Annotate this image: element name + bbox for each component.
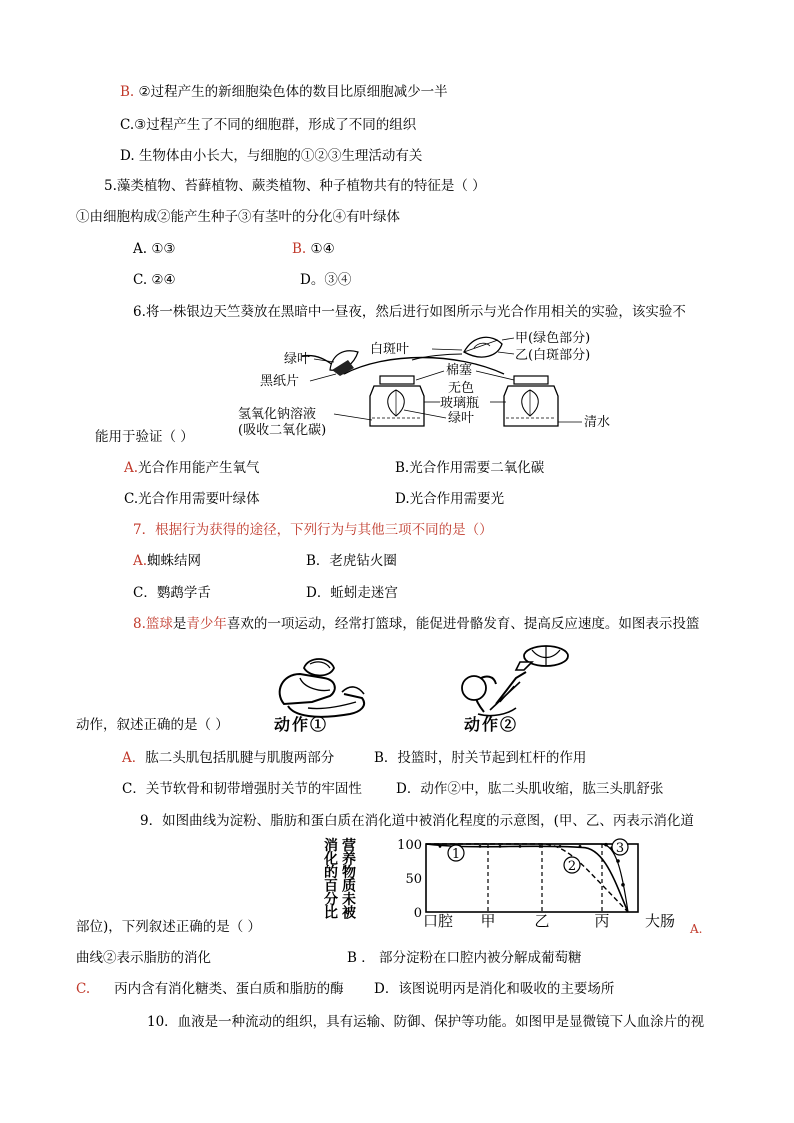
fig-label-lvye-left: 绿叶 xyxy=(284,352,311,367)
chart-ytick-label: 50 xyxy=(405,872,422,887)
q10-stem: 10．血液是一种流动的组织，具有运输、防御、保护等功能。如图甲是显微镜下人血涂片的视 xyxy=(147,1014,705,1030)
q8-stem-cont: 动作，叙述正确的是（ ） xyxy=(76,717,229,733)
q9-option-c-letter: C. xyxy=(76,981,91,997)
fig-label-wuse: 无色 xyxy=(448,381,475,396)
chart-series-point xyxy=(621,883,625,887)
arm-action-2 xyxy=(462,646,568,734)
q6-option-a xyxy=(124,459,260,477)
chart-ylabel-main xyxy=(323,837,338,922)
q9-stem-cont: 部位)，下列叙述正确的是（ ） xyxy=(76,919,262,935)
jar-right-stopper xyxy=(514,376,548,384)
q9-option-d: D．该图说明丙是消化和吸收的主要场所 xyxy=(374,981,615,997)
q6-option-b: B.光合作用需要二氧化碳 xyxy=(395,460,545,476)
q6-option-d: D.光合作用需要光 xyxy=(395,491,505,507)
chart-ylabel-secondary xyxy=(342,837,357,922)
chart-ylabel-char: 百 xyxy=(324,878,338,895)
q8-option-a xyxy=(122,749,334,767)
jar-left-stopper xyxy=(380,376,414,384)
q8-option-a-letter: A． xyxy=(122,750,146,766)
q7-option-a xyxy=(133,552,201,570)
chart-ytick-label: 0 xyxy=(413,906,422,921)
q9-option-a-letter: A. xyxy=(690,922,703,936)
chart-series-label: 2 xyxy=(567,859,577,874)
chart-series-point xyxy=(604,843,608,847)
q5-stem: 5.藻类植物、苔藓植物、蕨类植物、种子植物共有的特征是（ ） xyxy=(104,178,486,194)
q7-option-a-letter: A. xyxy=(133,553,148,569)
chart-ylabel2-char: 营 xyxy=(342,838,356,854)
fig-label-baiban: 白斑叶 xyxy=(370,342,410,357)
chart-ylabel2-char: 物 xyxy=(342,865,356,881)
chart-series-label: 3 xyxy=(615,841,625,856)
q5-option-d: D。③④ xyxy=(300,272,352,288)
q4-option-b xyxy=(120,83,448,101)
q8-option-a-text: 肱二头肌包括肌腱与肌腹两部分 xyxy=(145,750,335,766)
chart-ytick-label: 100 xyxy=(397,838,422,853)
chart-series-point xyxy=(539,845,542,848)
chart-xticks xyxy=(423,912,675,928)
q7-stem: 7．根据行为获得的途径，下列行为与其他三项不同的是（） xyxy=(133,522,493,538)
fig-label-heizhi: 黑纸片 xyxy=(260,374,300,389)
chart-ylabel-char: 的 xyxy=(324,865,338,881)
q8-stem-b: 喜欢的一项运动，经常打篮球，能促进骨骼发育、提高反应速度。如图表示投篮 xyxy=(226,616,700,632)
chart-yticks xyxy=(397,838,422,921)
chart-series-point xyxy=(499,845,502,848)
q8-option-d: D．动作②中，肱二头肌收缩，肱三头肌舒张 xyxy=(396,781,664,797)
q4-option-b-text: ②过程产生的新细胞染色体的数目比原细胞减少一半 xyxy=(138,84,448,100)
fig-label-action-2: 动作② xyxy=(464,715,519,734)
q7-option-c: C．鹦鹉学舌 xyxy=(133,585,211,601)
q6-option-a-text: 光合作用能产生氧气 xyxy=(138,460,260,476)
chart-xtick-label: 口腔 xyxy=(422,912,454,928)
chart-series-label: 1 xyxy=(451,847,461,862)
q8-num: 8.篮球 xyxy=(133,616,173,632)
q9-stem: 9．如图曲线为淀粉、脂肪和蛋白质在消化道中被消化程度的示意图，(甲、乙、丙表示消化道 xyxy=(140,813,694,829)
chart-ylabel-char: 比 xyxy=(324,905,338,922)
chart-ylabel-char: 消 xyxy=(324,838,338,854)
chart-series-point xyxy=(439,845,442,848)
q9-option-c-text: 丙内含有消化糖类、蛋白质和脂肪的酶 xyxy=(114,981,344,997)
q6-stem: 6.将一株银边天竺葵放在黑暗中一昼夜，然后进行如图所示与光合作用相关的实验，该实验不 xyxy=(133,304,686,320)
q6-option-a-letter: A. xyxy=(124,460,139,476)
q8-option-c: C．关节软骨和韧带增强肘关节的牢固性 xyxy=(122,781,362,797)
chart-series-point xyxy=(519,845,522,848)
fig-label-naoh: 氢氧化钠溶液 xyxy=(238,407,317,422)
chart-series-point xyxy=(616,859,620,863)
chart-xtick-label: 乙 xyxy=(534,912,550,928)
chart-xtick-label: 大肠 xyxy=(644,912,676,928)
fig-label-qingshui: 清水 xyxy=(584,415,611,430)
fig-label-boliping: 玻璃瓶 xyxy=(440,396,480,411)
chart-ylabel-char: 分 xyxy=(324,892,338,908)
q9-digestion-chart xyxy=(320,836,690,928)
chart-xtick-label: 丙 xyxy=(594,912,610,928)
q9-option-c xyxy=(76,980,344,998)
q6-stem-cont: 能用于验证（ ） xyxy=(95,429,194,445)
fig-label-action-1: 动作① xyxy=(274,715,329,734)
q4-option-d: D. 生物体由小长大，与细胞的①②③生理活动有关 xyxy=(120,148,423,164)
chart-ylabel2-char: 被 xyxy=(342,905,356,922)
q5-option-b xyxy=(292,240,335,258)
fig-label-yi: 乙(白斑部分) xyxy=(515,348,591,363)
q5-option-a: A. ①③ xyxy=(133,241,176,257)
q4-option-b-letter: B. xyxy=(120,84,135,100)
q5-option-c: C. ②④ xyxy=(133,272,176,288)
arm-action-1 xyxy=(274,659,364,734)
q8-stem-a: 是 xyxy=(172,616,187,632)
q7-option-b: B．老虎钻火圈 xyxy=(306,553,397,569)
chart-ylabel-char: 化 xyxy=(324,851,338,868)
chart-ylabel2-char: 养 xyxy=(342,851,356,868)
chart-ylabel2-char: 未 xyxy=(342,892,356,908)
chart-series-point xyxy=(479,845,482,848)
q5-option-b-letter: B. xyxy=(292,241,307,257)
chart-series-point xyxy=(579,845,582,848)
fig-label-miansai: 棉塞 xyxy=(446,363,473,378)
q9-option-b: B ． 部分淀粉在口腔内被分解成葡萄糖 xyxy=(347,950,582,966)
q7-option-a-text: 蜘蛛结网 xyxy=(147,553,202,569)
q5-option-b-text: ①④ xyxy=(306,241,335,257)
q6-photosynthesis-figure xyxy=(236,330,636,438)
fig-label-jia: 甲(绿色部分) xyxy=(515,331,591,346)
q8-option-b: B．投篮时，肘关节起到杠杆的作用 xyxy=(374,750,587,766)
chart-ylabel2-char: 质 xyxy=(342,878,356,895)
q8-arm-figure xyxy=(264,644,604,734)
q9-option-a-text: 曲线②表示脂肪的消化 xyxy=(76,950,211,966)
chart-series-point xyxy=(559,845,562,848)
q6-option-c: C.光合作用需要叶绿体 xyxy=(124,491,260,507)
q7-option-d: D．蚯蚓走迷宫 xyxy=(306,585,398,601)
fig-label-naoh2: (吸收二氧化碳) xyxy=(238,423,327,438)
q8-stem xyxy=(133,615,699,633)
q8-qsn: 青少年 xyxy=(186,616,227,632)
q5-items: ①由细胞构成②能产生种子③有茎叶的分化④有叶绿体 xyxy=(76,209,400,225)
chart-xtick-label: 甲 xyxy=(480,912,496,928)
q4-option-c: C.③过程产生了不同的细胞群，形成了不同的组织 xyxy=(120,117,417,133)
fig-label-lvye-mid: 绿叶 xyxy=(448,411,475,426)
